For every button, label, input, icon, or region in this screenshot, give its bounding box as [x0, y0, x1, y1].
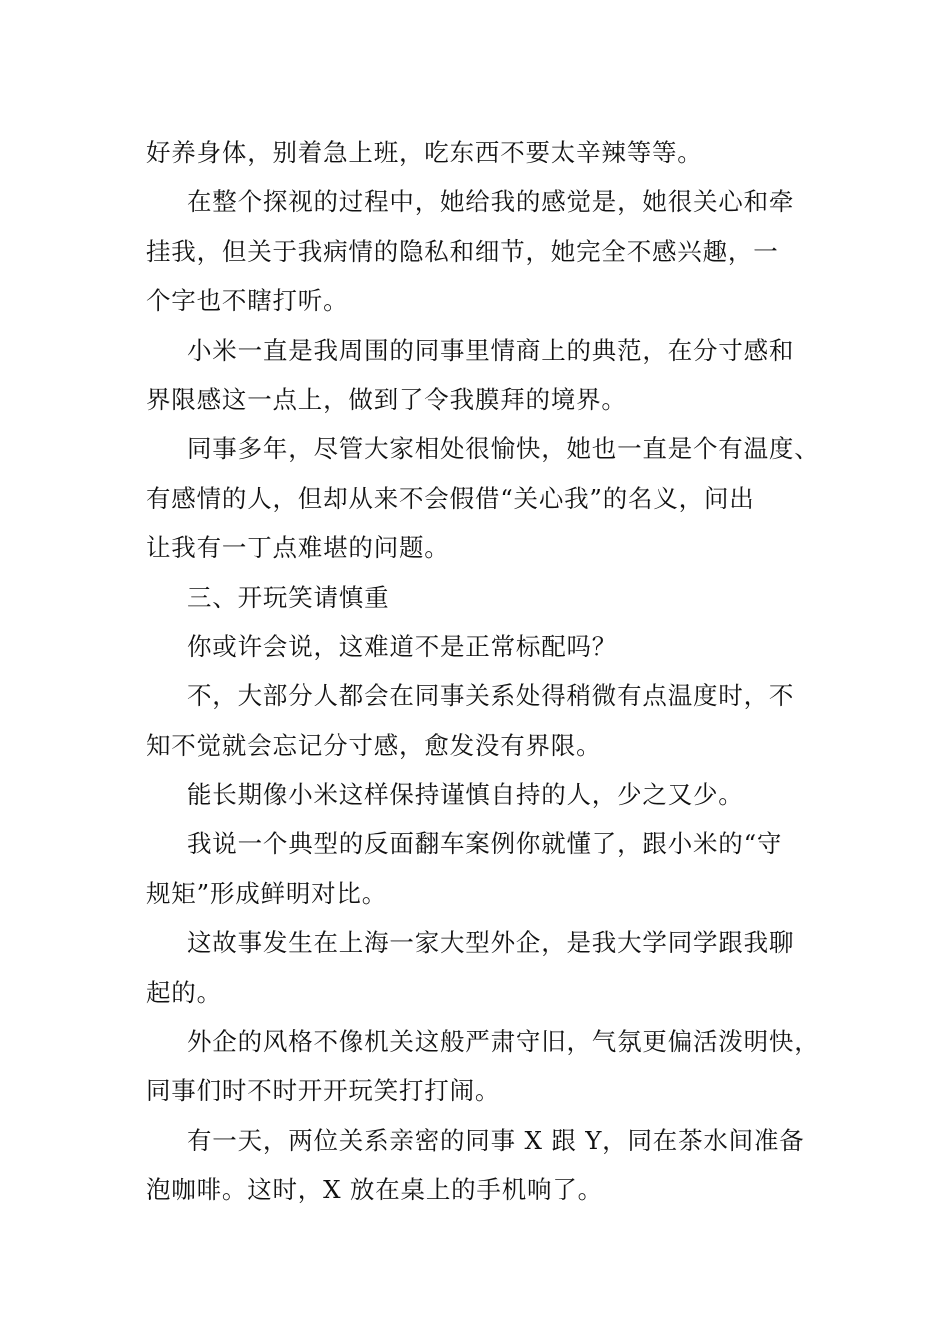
paragraph-10	[146, 918, 816, 1017]
text-line: 个字也不瞎打听。	[146, 286, 349, 316]
paragraph-3	[146, 326, 816, 425]
paragraph-6	[146, 622, 816, 671]
text-line: 同事们时不时开开玩笑打打闹。	[146, 1076, 501, 1106]
text-line: 你或许会说，这难道不是正常标配吗？	[187, 631, 618, 661]
text-line: 泡咖啡。这时，X 放在桌上的手机响了。	[146, 1175, 603, 1205]
text-line: 小米一直是我周围的同事里情商上的典范，在分寸感和	[187, 335, 795, 365]
text-line: 在整个探视的过程中，她给我的感觉是，她很关心和牵	[187, 187, 795, 217]
text-line: 知不觉就会忘记分寸感，愈发没有界限。	[146, 730, 602, 760]
paragraph-7	[146, 671, 816, 770]
paragraph-9	[146, 819, 816, 918]
section-heading	[146, 573, 816, 622]
paragraph-12	[146, 1116, 816, 1215]
text-line: 这故事发生在上海一家大型外企，是我大学同学跟我聊	[187, 928, 795, 958]
text-line: 有一天，两位关系亲密的同事 X 跟 Y，同在茶水间准备	[187, 1125, 805, 1155]
text-line: 有感情的人，但却从来不会假借“关心我”的名义，问出	[146, 483, 755, 513]
text-line: 好养身体，别着急上班，吃东西不要太辛辣等等。	[146, 138, 703, 167]
text-line: 不，大部分人都会在同事关系处得稍微有点温度时，不	[187, 681, 795, 711]
paragraph-8	[146, 770, 816, 819]
text-line: 外企的风格不像机关这般严肃守旧，气氛更偏活泼明快，	[187, 1027, 820, 1057]
paragraph-4	[146, 424, 820, 572]
text-line: 让我有一丁点难堪的问题。	[146, 533, 450, 563]
text-line: 我说一个典型的反面翻车案例你就懂了，跟小米的“守	[187, 829, 783, 859]
paragraph-1	[146, 128, 816, 177]
text-line: 界限感这一点上，做到了令我膜拜的境界。	[146, 384, 627, 414]
text-line: 规矩”形成鲜明对比。	[146, 878, 388, 908]
paragraph-11	[146, 1017, 820, 1116]
text-line: 挂我，但关于我病情的隐私和细节，她完全不感兴趣，一	[146, 236, 779, 266]
text-line: 起的。	[146, 977, 222, 1007]
text-line: 同事多年，尽管大家相处很愉快，她也一直是个有温度、	[187, 434, 820, 464]
text-line: 能长期像小米这样保持谨慎自持的人，少之又少。	[187, 780, 744, 810]
body-text	[146, 128, 820, 1215]
heading-line: 三、开玩笑请慎重	[187, 582, 390, 612]
paragraph-2	[146, 177, 816, 325]
